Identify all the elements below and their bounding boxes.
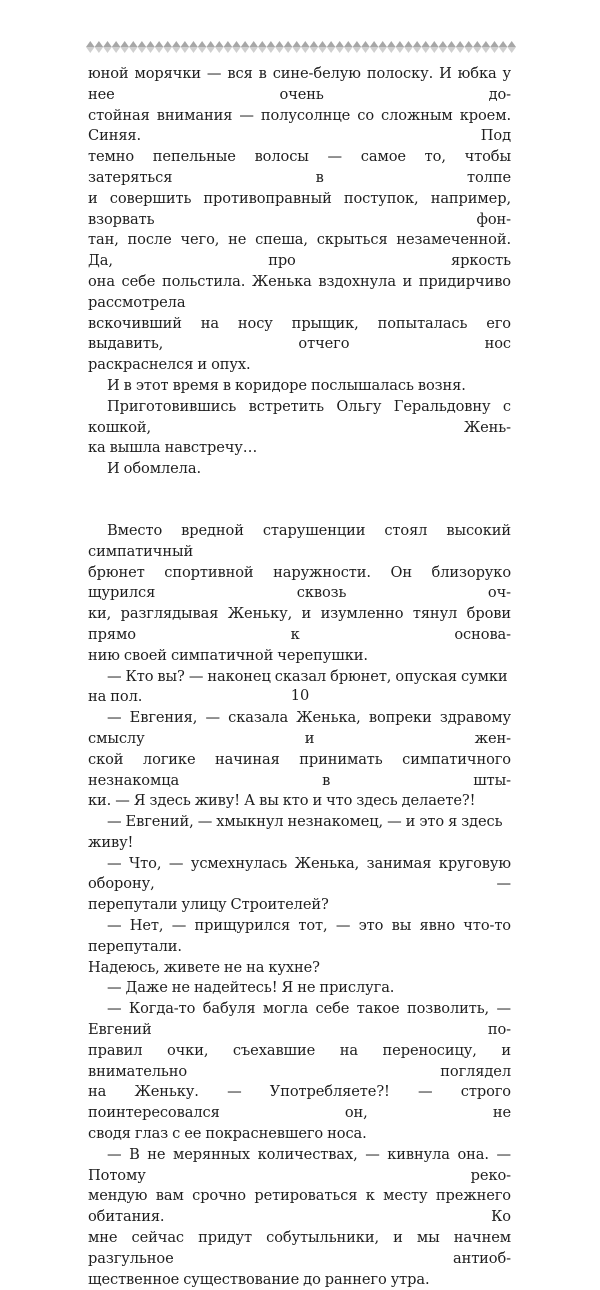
ornament-triangle xyxy=(112,47,121,53)
ornament-triangle xyxy=(439,41,448,47)
ornament-triangle xyxy=(327,47,336,53)
text-line: И обомлела. xyxy=(107,460,201,478)
ornament-triangle xyxy=(181,41,190,47)
ornament-triangle xyxy=(421,47,430,53)
paragraph xyxy=(88,521,511,667)
ornament-triangle xyxy=(163,47,172,53)
ornament-triangle xyxy=(327,41,336,47)
paragraph xyxy=(88,916,511,978)
ornament-triangle xyxy=(507,41,516,47)
ornament-triangle xyxy=(275,41,284,47)
ornament-triangle xyxy=(103,47,112,53)
paragraph xyxy=(88,459,511,480)
ornament-triangle xyxy=(353,41,362,47)
ornament-triangle xyxy=(206,47,215,53)
ornament-triangle xyxy=(86,41,95,47)
ornament-triangle xyxy=(318,41,327,47)
ornament-triangle xyxy=(103,41,112,47)
text-line: стойная внимания — полусолнце со сложным кроем. Синяя. Под xyxy=(88,106,511,145)
ornament-triangle xyxy=(439,47,448,53)
ornament-triangle xyxy=(396,47,405,53)
ornament-triangle xyxy=(155,41,164,47)
ornament-triangle xyxy=(456,41,465,47)
ornament-triangle xyxy=(378,47,387,53)
ornament-triangle xyxy=(370,47,379,53)
ornament-triangle xyxy=(172,47,181,53)
ornament-triangle xyxy=(86,47,95,53)
text-section-before xyxy=(88,64,511,480)
text-line: И в этот время в коридоре послышалась возня. xyxy=(107,376,466,394)
ornament-triangle xyxy=(146,41,155,47)
ornament-triangle xyxy=(163,41,172,47)
ornament-triangle xyxy=(473,47,482,53)
ornament-triangle xyxy=(430,47,439,53)
ornament-triangle xyxy=(413,41,422,47)
ornament-triangle xyxy=(310,41,319,47)
text-line: вскочивший на носу прыщик, попыталась его выдавить, отчего нос xyxy=(88,314,511,353)
ornament-triangle xyxy=(120,47,129,53)
text-line: ка вышла навстречу… xyxy=(88,439,258,457)
ornament-triangle xyxy=(499,47,508,53)
text-line: перепутали улицу Строителей? xyxy=(88,896,329,914)
ornament-triangle xyxy=(275,47,284,53)
ornament-triangle xyxy=(198,41,207,47)
text-section-after xyxy=(88,521,511,1290)
zigzag-border-ornament xyxy=(86,40,516,54)
ornament-triangle xyxy=(370,41,379,47)
paragraph xyxy=(88,1145,511,1290)
ornament-triangle xyxy=(464,41,473,47)
paragraph xyxy=(88,978,511,999)
text-line: — Когда-то бабуля могла себе такое позволить, — Евгений по- xyxy=(88,1000,511,1039)
text-line: тан, после чего, не спеша, скрыться незамеченной. Да, про яркость xyxy=(88,231,511,270)
ornament-triangle xyxy=(129,47,138,53)
ornament-triangle xyxy=(447,41,456,47)
ornament-triangle xyxy=(413,47,422,53)
ornament-triangle xyxy=(224,41,233,47)
ornament-triangle xyxy=(318,47,327,53)
text-line: — Кто вы? — наконец сказал брюнет, опуская сумки на пол. xyxy=(88,667,508,706)
text-line: — В не мерянных количествах, — кивнула она. — Потому реко- xyxy=(88,1145,511,1184)
paragraph xyxy=(88,854,511,916)
ornament-triangle xyxy=(249,47,258,53)
text-line: она себе польстила. Женька вздохнула и придирчиво рассмотрела xyxy=(88,272,511,311)
ornament-triangle xyxy=(447,47,456,53)
ornament-triangle xyxy=(138,47,147,53)
ornament-triangle xyxy=(335,47,344,53)
ornament-triangle xyxy=(301,41,310,47)
ornament-triangle xyxy=(241,41,250,47)
ornament-triangle xyxy=(310,47,319,53)
section-break xyxy=(88,480,511,521)
text-line: — Евгений, — хмыкнул незнакомец, — и это я здесь живу! xyxy=(88,813,503,851)
ornament-triangle xyxy=(155,47,164,53)
text-line: на Женьку. — Употребляете?! — строго поинтересовался он, не xyxy=(88,1083,511,1122)
ornament-triangle xyxy=(507,47,516,53)
paragraph xyxy=(88,64,511,376)
ornament-triangle xyxy=(456,47,465,53)
ornament-triangle xyxy=(181,47,190,53)
ornament-triangle xyxy=(172,41,181,47)
paragraph xyxy=(88,999,511,1145)
ornament-triangle xyxy=(146,47,155,53)
ornament-triangle xyxy=(112,41,121,47)
ornament-triangle xyxy=(404,47,413,53)
ornament-triangle xyxy=(482,41,491,47)
ornament-triangle xyxy=(284,41,293,47)
text-line: Приготовившись встретить Ольгу Геральдовну с кошкой, Жень- xyxy=(88,397,511,436)
ornament-triangle xyxy=(404,41,413,47)
ornament-triangle xyxy=(215,41,224,47)
ornament-triangle xyxy=(335,41,344,47)
ornament-triangle xyxy=(490,41,499,47)
ornament-triangle xyxy=(241,47,250,53)
paragraph xyxy=(88,812,511,854)
ornament-triangle xyxy=(189,41,198,47)
text-line: и совершить противоправный поступок, например, взорвать фон- xyxy=(88,189,511,228)
paragraph xyxy=(88,376,511,397)
text-line: — Что, — усмехнулась Женька, занимая круговую оборону, — xyxy=(88,854,511,893)
page-body-text xyxy=(88,64,511,1290)
ornament-triangle xyxy=(249,41,258,47)
text-line: щественное существование до раннего утра. xyxy=(88,1270,430,1288)
text-line: Надеюсь, живете не на кухне? xyxy=(88,958,320,976)
ornament-triangle xyxy=(378,41,387,47)
ornament-triangle xyxy=(232,41,241,47)
ornament-triangle xyxy=(361,47,370,53)
ornament-triangle xyxy=(430,41,439,47)
ornament-triangle xyxy=(206,41,215,47)
ornament-triangle xyxy=(258,47,267,53)
ornament-triangle xyxy=(473,41,482,47)
text-line: мне сейчас придут собутыльники, и мы начнем разгульное антиоб- xyxy=(88,1229,511,1267)
ornament-triangle xyxy=(267,41,276,47)
ornament-triangle xyxy=(95,47,104,53)
ornament-triangle xyxy=(224,47,233,53)
ornament-triangle xyxy=(267,47,276,53)
ornament-triangle xyxy=(284,47,293,53)
ornament-triangle xyxy=(120,41,129,47)
ornament-triangle xyxy=(387,41,396,47)
text-line: юной морячки — вся в сине-белую полоску. И юбка у нее очень до- xyxy=(88,65,511,103)
ornament-triangle xyxy=(464,47,473,53)
ornament-triangle xyxy=(353,47,362,53)
text-line: ки, разглядывая Женьку, и изумленно тянул брови прямо к основа- xyxy=(88,605,511,643)
paragraph xyxy=(88,397,511,459)
text-line: сводя глаз с ее покрасневшего носа. xyxy=(88,1125,367,1143)
ornament-triangle xyxy=(361,41,370,47)
ornament-triangle xyxy=(490,47,499,53)
text-line: — Евгения, — сказала Женька, вопреки здравому смыслу и жен- xyxy=(88,709,511,747)
page-number: 10 xyxy=(290,687,310,704)
ornament-triangle xyxy=(482,47,491,53)
ornament-triangle xyxy=(198,47,207,53)
text-line: мендую вам срочно ретироваться к месту прежнего обитания. Ко xyxy=(88,1187,511,1226)
ornament-triangle xyxy=(232,47,241,53)
ornament-triangle xyxy=(129,41,138,47)
ornament-triangle xyxy=(301,47,310,53)
ornament-triangle xyxy=(189,47,198,53)
ornament-triangle xyxy=(292,41,301,47)
ornament-triangle xyxy=(344,47,353,53)
text-line: брюнет спортивной наружности. Он близоруко щурился сквозь оч- xyxy=(88,563,511,602)
text-line: — Нет, — прищурился тот, — это вы явно что-то перепутали. xyxy=(88,917,511,955)
ornament-triangle xyxy=(215,47,224,53)
ornament-triangle xyxy=(95,41,104,47)
ornament-triangle xyxy=(344,41,353,47)
text-line: темно пепельные волосы — самое то, чтобы затеряться в толпе xyxy=(88,148,511,186)
text-line: ской логике начиная принимать симпатичного незнакомца в шты- xyxy=(88,750,511,789)
text-line: правил очки, съехавшие на переносицу, и внимательно поглядел xyxy=(88,1041,511,1080)
ornament-triangle xyxy=(138,41,147,47)
text-line: раскраснелся и опух. xyxy=(88,356,251,374)
ornament-triangle xyxy=(258,41,267,47)
text-line: Вместо вредной старушенции стоял высокий симпатичный xyxy=(88,521,511,560)
text-line: ки. — Я здесь живу! А вы кто и что здесь делаете?! xyxy=(88,792,476,810)
ornament-triangle xyxy=(387,47,396,53)
ornament-triangle xyxy=(421,41,430,47)
paragraph xyxy=(88,708,511,812)
text-line: нию своей симпатичной черепушки. xyxy=(88,646,368,664)
ornament-triangle xyxy=(499,41,508,47)
text-line: — Даже не надейтесь! Я не прислуга. xyxy=(107,979,395,997)
ornament-triangle xyxy=(396,41,405,47)
ornament-triangle xyxy=(292,47,301,53)
